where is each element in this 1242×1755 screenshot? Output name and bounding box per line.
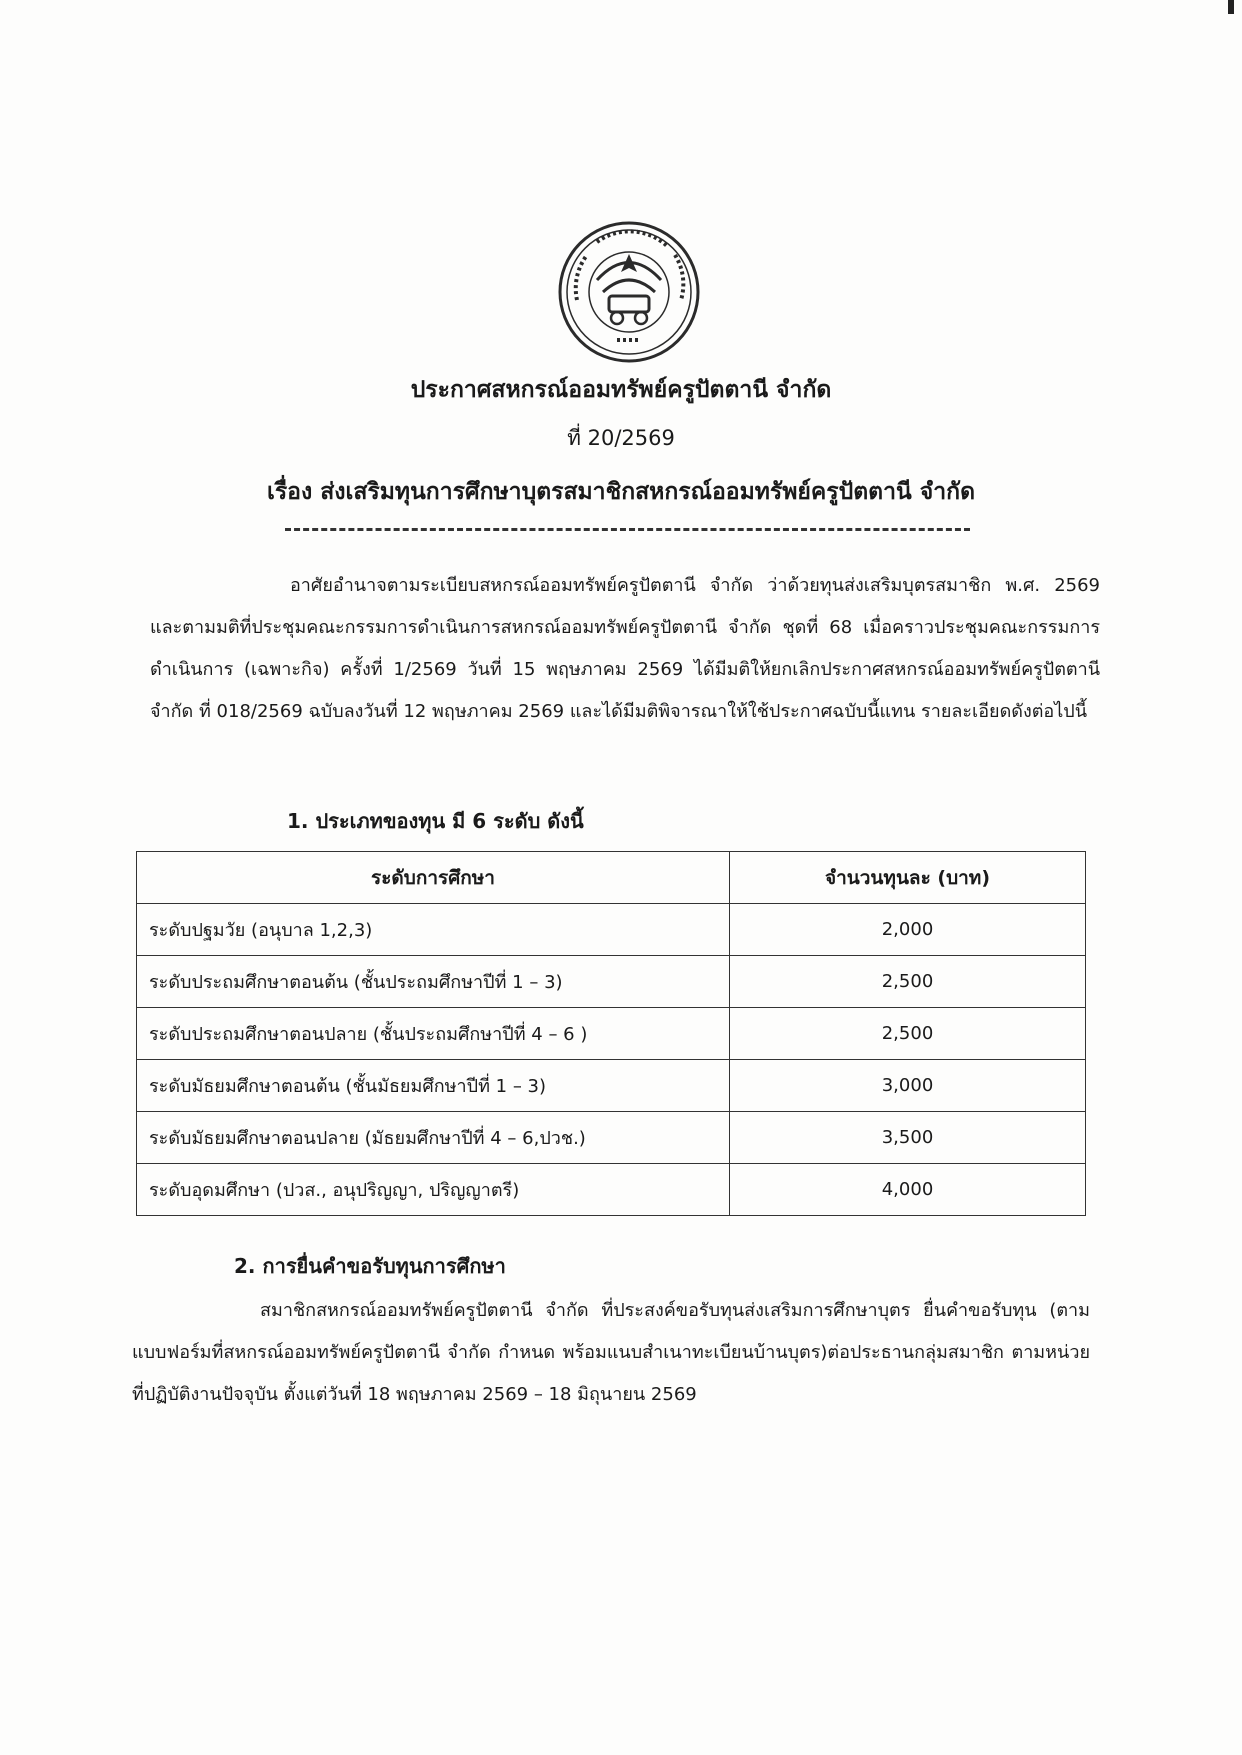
- column-header-amount: จำนวนทุนละ (บาท): [730, 852, 1086, 904]
- table-row: [137, 956, 1086, 1008]
- amount-cell: 2,000: [730, 904, 1086, 956]
- intro-paragraph: อาศัยอำนาจตามระเบียบสหกรณ์ออมทรัพย์ครูปัตตานี จำกัด ว่าด้วยทุนส่งเสริมบุตรสมาชิก พ.ศ. 2569 และตามมติที่ประชุมคณะกรรมการดำเนินการสหกรณ์ออมทรัพย์ครูปัตตานี จำกัด ชุดที่ 68 เมื่อคราวประชุมคณะกรรมการดำเนินการ (เฉพาะกิจ) ครั้งที่ 1/2569 วันที่ 15 พฤษภาคม 2569 ได้มีมติให้ยกเลิกประกาศสหกรณ์ออมทรัพย์ครูปัตตานี จำกัด ที่ 018/2569 ฉบับลงวันที่ 12 พฤษภาคม 2569 และได้มีมติพิจารณาให้ใช้ประกาศฉบับนี้แทน รายละเอียดดังต่อไปนี้: [150, 575, 1100, 722]
- education-level-cell: ระดับอุดมศึกษา (ปวส., อนุปริญญา, ปริญญาตรี): [137, 1164, 730, 1216]
- education-level-cell: ระดับประถมศึกษาตอนต้น (ชั้นประถมศึกษาปีที่ 1 – 3): [137, 956, 730, 1008]
- column-header-level: ระดับการศึกษา: [137, 852, 730, 904]
- announcement-subject: เรื่อง ส่งเสริมทุนการศึกษาบุตรสมาชิกสหกรณ์ออมทรัพย์ครูปัตตานี จำกัด: [266, 479, 976, 505]
- amount-cell: 3,000: [730, 1060, 1086, 1112]
- education-level-cell: ระดับมัธยมศึกษาตอนปลาย (มัธยมศึกษาปีที่ 4 – 6,ปวช.): [137, 1112, 730, 1164]
- table-row: [137, 1164, 1086, 1216]
- amount-cell: 4,000: [730, 1164, 1086, 1216]
- cooperative-seal-icon: [557, 220, 701, 364]
- amount-cell: 3,500: [730, 1112, 1086, 1164]
- table-row: [137, 1008, 1086, 1060]
- table-row: [137, 904, 1086, 956]
- table-header-row: [137, 852, 1086, 904]
- scan-mark: [1228, 0, 1234, 14]
- education-level-cell: ระดับปฐมวัย (อนุบาล 1,2,3): [137, 904, 730, 956]
- table-row: [137, 1112, 1086, 1164]
- section-2-paragraph: สมาชิกสหกรณ์ออมทรัพย์ครูปัตตานี จำกัด ที่ประสงค์ขอรับทุนส่งเสริมการศึกษาบุตร ยื่นคำขอรับทุน (ตามแบบฟอร์มที่สหกรณ์ออมทรัพย์ครูปัตตานี จำกัด กำหนด พร้อมแนบสำเนาทะเบียนบ้านบุตร)ต่อประธานกลุ่มสมาชิก ตามหน่วยที่ปฏิบัติงานปัจจุบัน ตั้งแต่วันที่ 18 พฤษภาคม 2569 – 18 มิถุนายน 2569: [132, 1300, 1090, 1405]
- education-level-cell: ระดับประถมศึกษาตอนปลาย (ชั้นประถมศึกษาปีที่ 4 – 6 ): [137, 1008, 730, 1060]
- announcement-title: ประกาศสหกรณ์ออมทรัพย์ครูปัตตานี จำกัด: [410, 377, 832, 403]
- section-1-heading: 1. ประเภทของทุน มี 6 ระดับ ดังนี้: [287, 809, 584, 833]
- scholarship-table: [136, 851, 1086, 1216]
- amount-cell: 2,500: [730, 956, 1086, 1008]
- table-row: [137, 1060, 1086, 1112]
- amount-cell: 2,500: [730, 1008, 1086, 1060]
- dashed-divider: [285, 528, 970, 531]
- education-level-cell: ระดับมัธยมศึกษาตอนต้น (ชั้นมัธยมศึกษาปีที่ 1 – 3): [137, 1060, 730, 1112]
- section-2-heading: 2. การยื่นคำขอรับทุนการศึกษา: [234, 1254, 506, 1278]
- announcement-number: ที่ 20/2569: [567, 426, 675, 450]
